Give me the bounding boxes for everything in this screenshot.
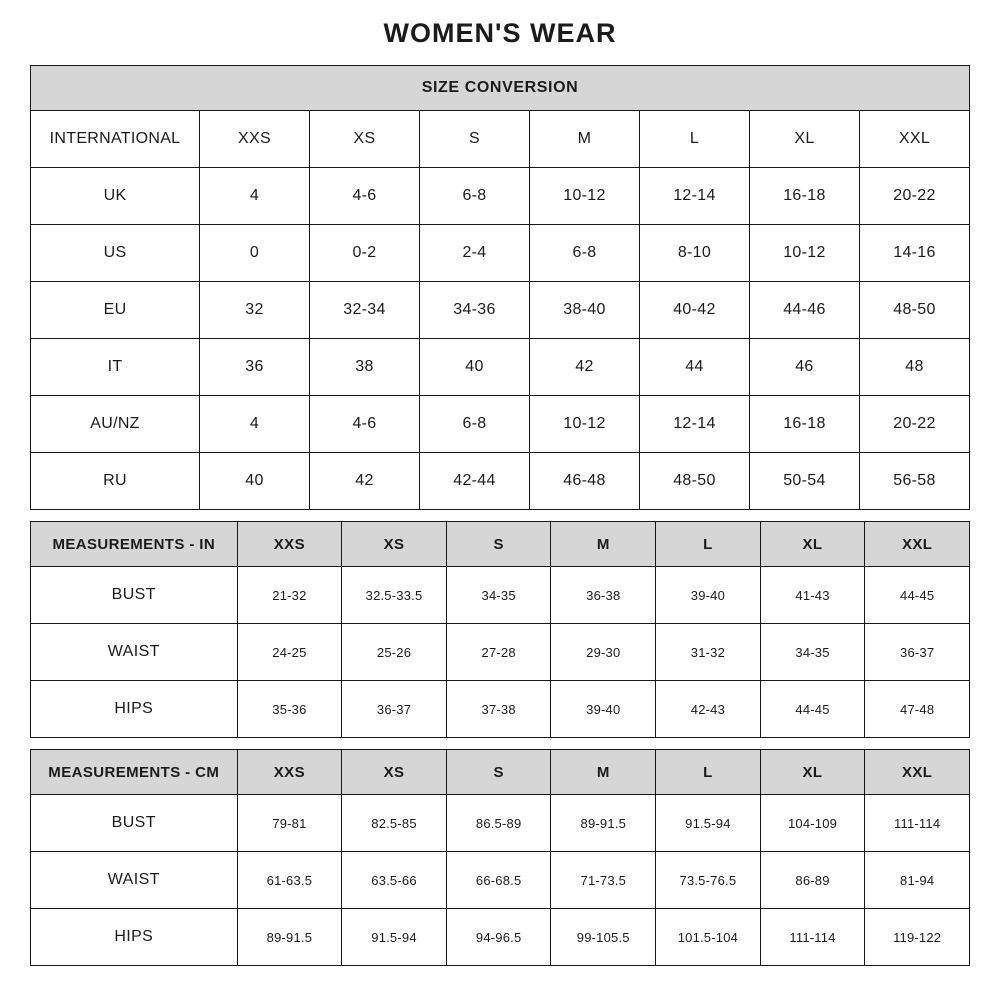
value-cell: 14-16 [859, 225, 969, 282]
value-cell: 91.5-94 [342, 909, 447, 966]
value-cell: 36-37 [865, 624, 970, 681]
size-header-cell: XXL [865, 750, 970, 795]
value-cell: 50-54 [749, 453, 859, 510]
value-cell: 12-14 [639, 396, 749, 453]
value-cell: 46 [749, 339, 859, 396]
value-cell: 0-2 [310, 225, 420, 282]
row-label-cell: BUST [31, 795, 238, 852]
value-cell: 42-43 [656, 681, 761, 738]
value-cell: 40 [419, 339, 529, 396]
value-cell: 36 [200, 339, 310, 396]
value-cell: 39-40 [656, 567, 761, 624]
size-header-cell: XXS [200, 111, 310, 168]
value-cell: 99-105.5 [551, 909, 656, 966]
size-header-cell: XXS [237, 750, 342, 795]
row-label-cell: WAIST [31, 852, 238, 909]
measurements-cm-table [30, 749, 970, 966]
row-label-cell: UK [31, 168, 200, 225]
size-header-cell: XL [760, 522, 865, 567]
row-label-cell: EU [31, 282, 200, 339]
size-header-cell: M [551, 522, 656, 567]
value-cell: 86-89 [760, 852, 865, 909]
size-header-cell: S [446, 522, 551, 567]
value-cell: 89-91.5 [551, 795, 656, 852]
value-cell: 34-36 [419, 282, 529, 339]
value-cell: 79-81 [237, 795, 342, 852]
value-cell: 111-114 [865, 795, 970, 852]
size-header-cell: M [529, 111, 639, 168]
value-cell: 35-36 [237, 681, 342, 738]
value-cell: 56-58 [859, 453, 969, 510]
size-header-cell: XS [342, 522, 447, 567]
value-cell: 41-43 [760, 567, 865, 624]
value-cell: 34-35 [760, 624, 865, 681]
table-row [31, 567, 970, 624]
value-cell: 36-37 [342, 681, 447, 738]
value-cell: 86.5-89 [446, 795, 551, 852]
value-cell: 32.5-33.5 [342, 567, 447, 624]
table-row [31, 795, 970, 852]
row-label-cell: INTERNATIONAL [31, 111, 200, 168]
value-cell: 34-35 [446, 567, 551, 624]
size-header-cell: L [639, 111, 749, 168]
value-cell: 38 [310, 339, 420, 396]
value-cell: 44-45 [760, 681, 865, 738]
value-cell: 16-18 [749, 168, 859, 225]
measurements-in-table [30, 521, 970, 738]
value-cell: 91.5-94 [656, 795, 761, 852]
value-cell: 24-25 [237, 624, 342, 681]
value-cell: 10-12 [529, 396, 639, 453]
value-cell: 89-91.5 [237, 909, 342, 966]
table-row [31, 909, 970, 966]
table-header-row [31, 522, 970, 567]
value-cell: 94-96.5 [446, 909, 551, 966]
table-row [31, 453, 970, 510]
measurements-in-title: MEASUREMENTS - IN [31, 522, 238, 567]
value-cell: 101.5-104 [656, 909, 761, 966]
size-header-cell: XL [760, 750, 865, 795]
value-cell: 48 [859, 339, 969, 396]
value-cell: 2-4 [419, 225, 529, 282]
value-cell: 66-68.5 [446, 852, 551, 909]
value-cell: 38-40 [529, 282, 639, 339]
row-label-cell: WAIST [31, 624, 238, 681]
value-cell: 6-8 [419, 168, 529, 225]
value-cell: 4-6 [310, 168, 420, 225]
value-cell: 71-73.5 [551, 852, 656, 909]
size-header-cell: XXL [859, 111, 969, 168]
value-cell: 47-48 [865, 681, 970, 738]
size-header-cell: L [656, 750, 761, 795]
value-cell: 37-38 [446, 681, 551, 738]
row-label-cell: RU [31, 453, 200, 510]
value-cell: 40 [200, 453, 310, 510]
value-cell: 10-12 [529, 168, 639, 225]
page-title: WOMEN'S WEAR [383, 18, 617, 48]
size-header-cell: L [656, 522, 761, 567]
size-conversion-table [30, 65, 970, 510]
value-cell: 61-63.5 [237, 852, 342, 909]
value-cell: 6-8 [419, 396, 529, 453]
size-header-cell: XL [749, 111, 859, 168]
value-cell: 44 [639, 339, 749, 396]
value-cell: 42 [310, 453, 420, 510]
value-cell: 39-40 [551, 681, 656, 738]
table-row [31, 111, 970, 168]
value-cell: 82.5-85 [342, 795, 447, 852]
value-cell: 48-50 [859, 282, 969, 339]
value-cell: 81-94 [865, 852, 970, 909]
value-cell: 4 [200, 168, 310, 225]
row-label-cell: US [31, 225, 200, 282]
value-cell: 10-12 [749, 225, 859, 282]
size-header-cell: XS [310, 111, 420, 168]
value-cell: 0 [200, 225, 310, 282]
table-row [31, 852, 970, 909]
value-cell: 44-46 [749, 282, 859, 339]
value-cell: 12-14 [639, 168, 749, 225]
value-cell: 31-32 [656, 624, 761, 681]
value-cell: 63.5-66 [342, 852, 447, 909]
row-label-cell: IT [31, 339, 200, 396]
value-cell: 111-114 [760, 909, 865, 966]
value-cell: 20-22 [859, 396, 969, 453]
value-cell: 104-109 [760, 795, 865, 852]
size-header-cell: S [419, 111, 529, 168]
value-cell: 46-48 [529, 453, 639, 510]
value-cell: 44-45 [865, 567, 970, 624]
value-cell: 32-34 [310, 282, 420, 339]
size-header-cell: XXS [237, 522, 342, 567]
value-cell: 48-50 [639, 453, 749, 510]
value-cell: 42-44 [419, 453, 529, 510]
value-cell: 4-6 [310, 396, 420, 453]
row-label-cell: AU/NZ [31, 396, 200, 453]
size-header-cell: XXL [865, 522, 970, 567]
table-row [31, 282, 970, 339]
value-cell: 119-122 [865, 909, 970, 966]
value-cell: 27-28 [446, 624, 551, 681]
measurements-cm-title: MEASUREMENTS - CM [31, 750, 238, 795]
value-cell: 36-38 [551, 567, 656, 624]
row-label-cell: HIPS [31, 909, 238, 966]
row-label-cell: BUST [31, 567, 238, 624]
value-cell: 8-10 [639, 225, 749, 282]
value-cell: 21-32 [237, 567, 342, 624]
value-cell: 32 [200, 282, 310, 339]
value-cell: 6-8 [529, 225, 639, 282]
table-row [31, 396, 970, 453]
table-header-row [31, 750, 970, 795]
value-cell: 25-26 [342, 624, 447, 681]
table-header-row [31, 66, 970, 111]
size-header-cell: M [551, 750, 656, 795]
size-conversion-title: SIZE CONVERSION [31, 66, 970, 111]
size-header-cell: S [446, 750, 551, 795]
size-header-cell: XS [342, 750, 447, 795]
value-cell: 4 [200, 396, 310, 453]
table-row [31, 339, 970, 396]
value-cell: 73.5-76.5 [656, 852, 761, 909]
table-row [31, 168, 970, 225]
value-cell: 42 [529, 339, 639, 396]
table-row [31, 681, 970, 738]
value-cell: 16-18 [749, 396, 859, 453]
value-cell: 29-30 [551, 624, 656, 681]
row-label-cell: HIPS [31, 681, 238, 738]
value-cell: 40-42 [639, 282, 749, 339]
table-row [31, 225, 970, 282]
value-cell: 20-22 [859, 168, 969, 225]
table-row [31, 624, 970, 681]
